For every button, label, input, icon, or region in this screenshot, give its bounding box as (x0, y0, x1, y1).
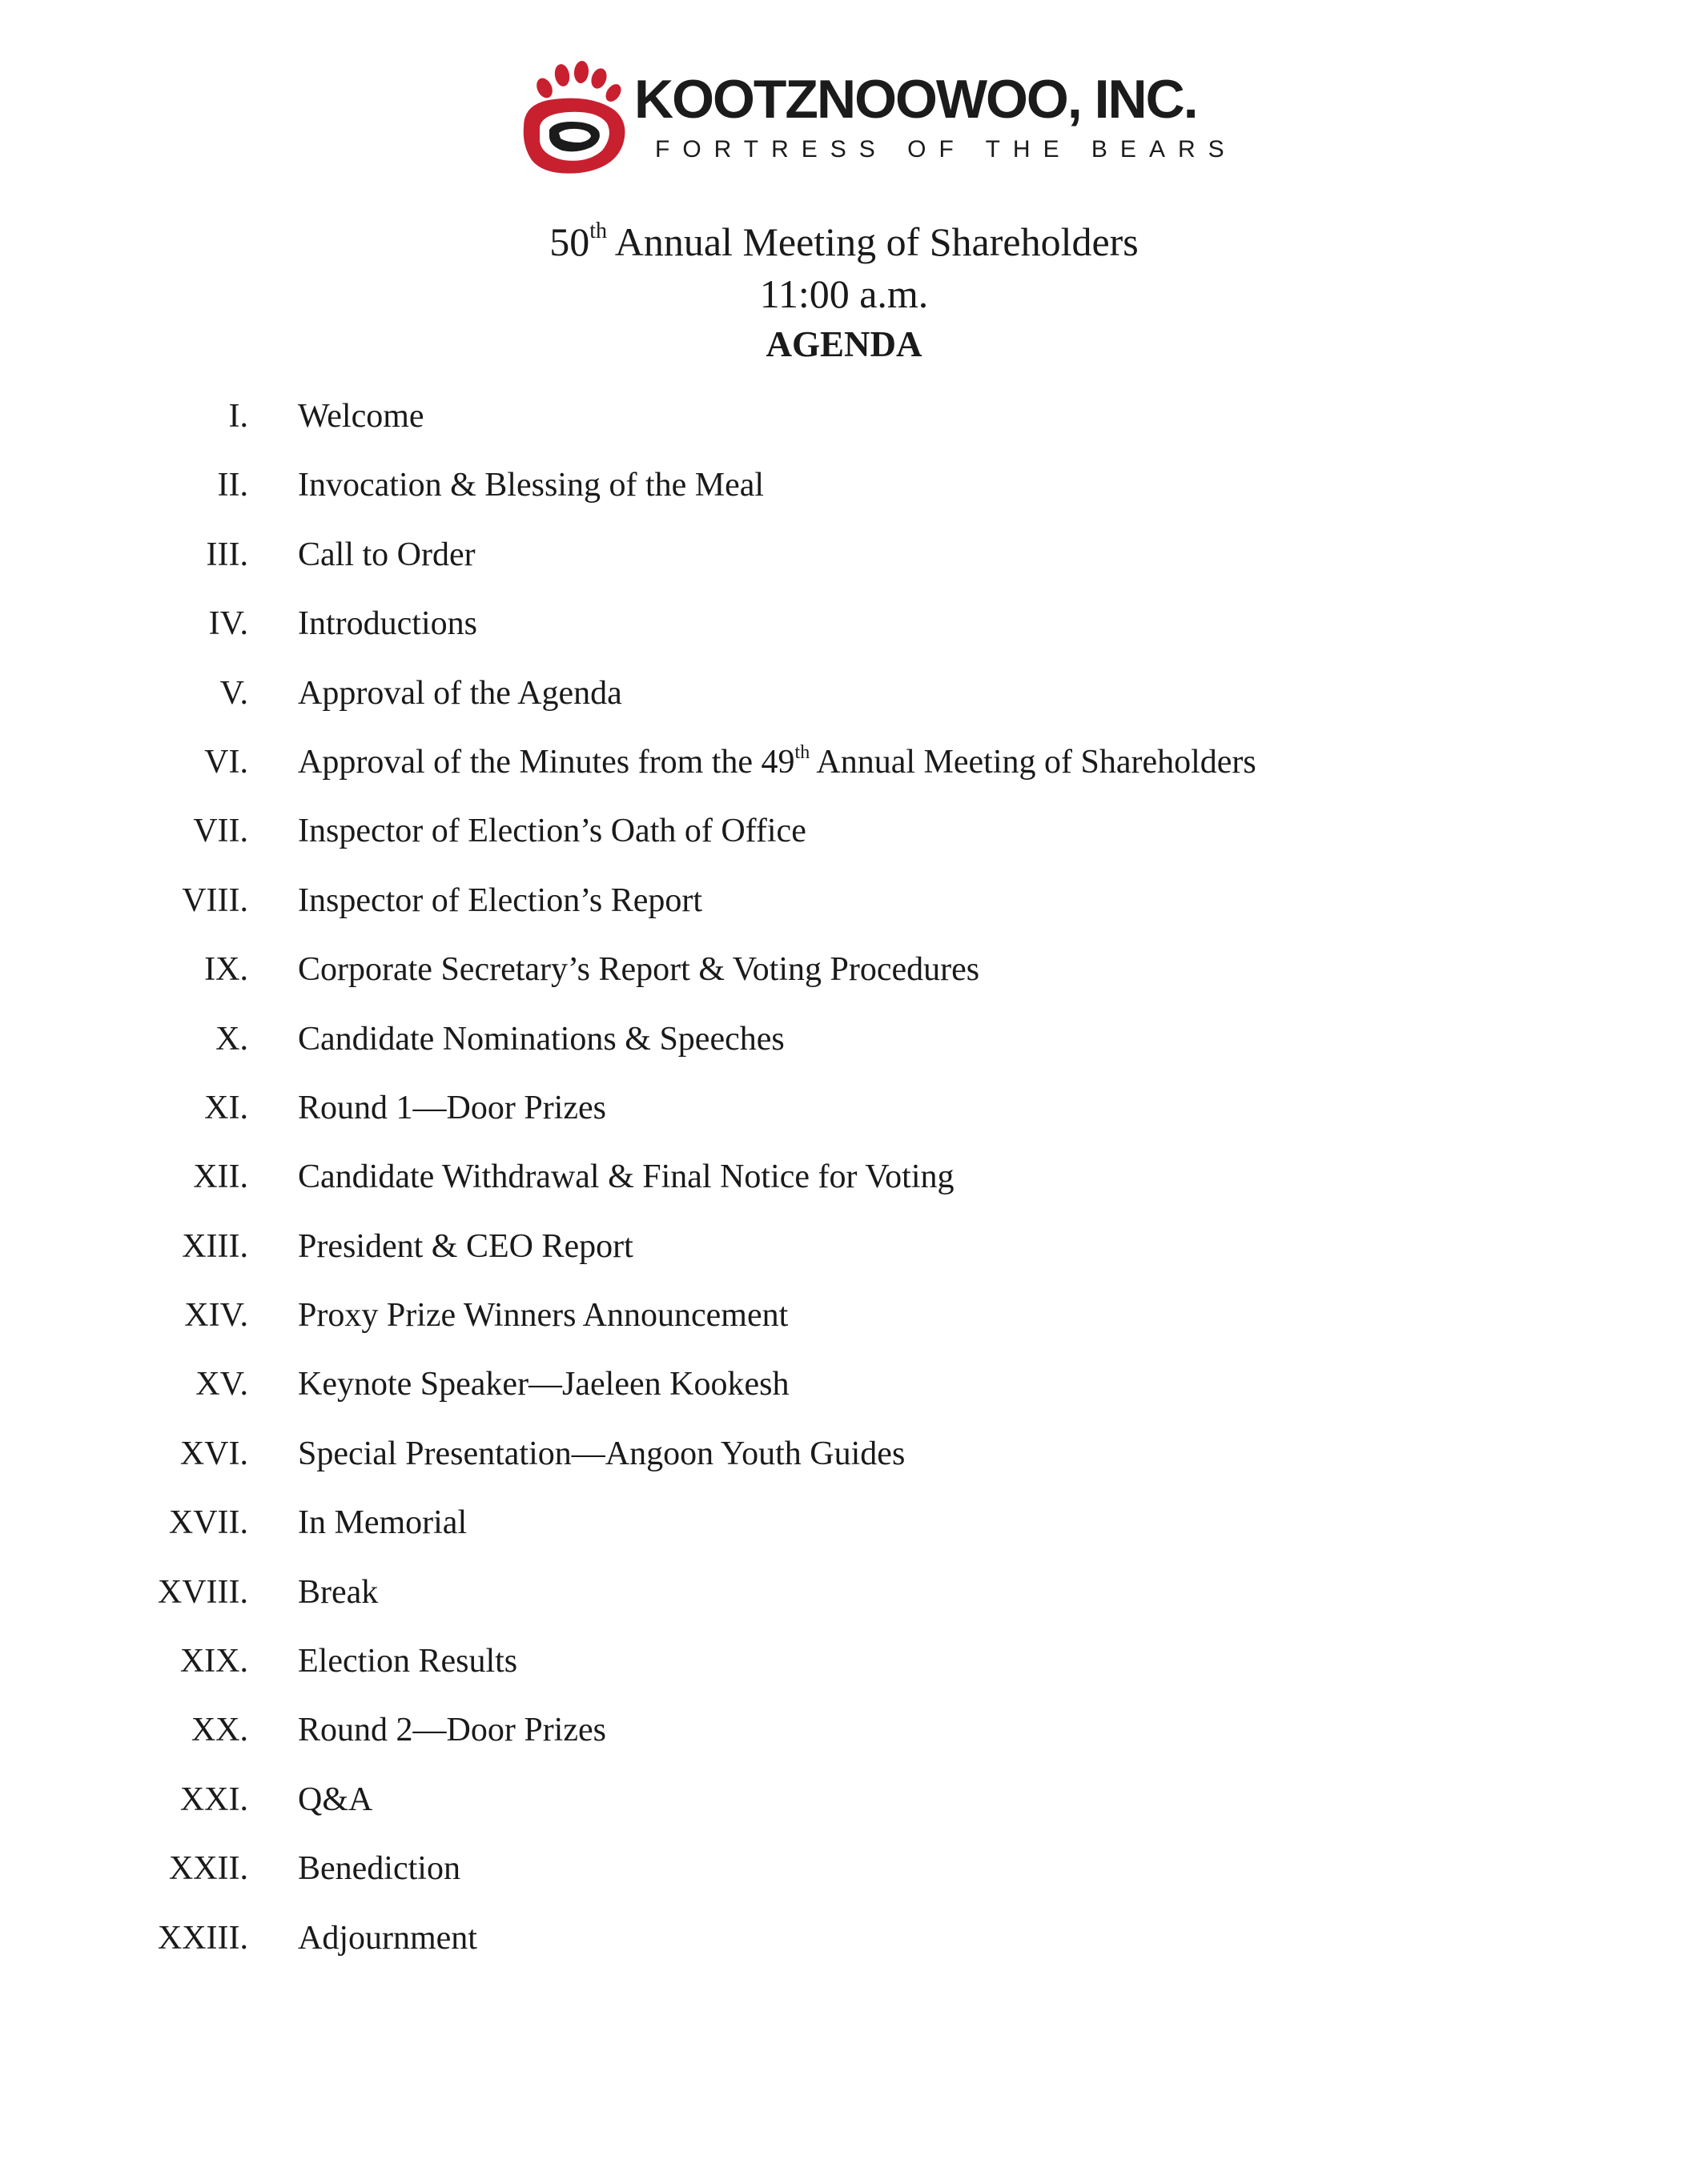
agenda-item-text (298, 531, 476, 579)
agenda-item-text (298, 1430, 905, 1478)
ordinal-suffix: th (794, 741, 810, 763)
agenda-item-text (298, 1706, 606, 1754)
company-tagline: FORTRESS OF THE BEARS (655, 136, 1237, 163)
agenda-item-numeral: XI. (204, 1089, 248, 1126)
agenda-item (0, 1015, 1688, 1084)
agenda-item-numeral: I. (228, 398, 248, 435)
agenda-item-numeral: III. (206, 536, 248, 573)
agenda-item (0, 669, 1688, 738)
agenda-item-text (298, 1499, 467, 1547)
agenda-item-label: Adjournment (298, 1919, 477, 1957)
agenda-item-label: Introductions (298, 605, 477, 643)
agenda-item-text (298, 392, 424, 440)
agenda-item (0, 738, 1688, 807)
agenda-item-label: Benediction (298, 1850, 460, 1888)
agenda-item (0, 1084, 1688, 1153)
agenda-heading: AGENDA (766, 324, 922, 364)
agenda-item-text (298, 1776, 372, 1824)
agenda-item-text (298, 600, 477, 648)
agenda-item-numeral: IX. (204, 951, 248, 989)
agenda-item-numeral: XXII. (168, 1850, 248, 1888)
agenda-item (0, 1430, 1688, 1499)
agenda-item-numeral: XXI. (179, 1781, 248, 1818)
agenda-list (0, 392, 1688, 1983)
agenda-item-label-continued: Annual Meeting of Shareholders (810, 743, 1256, 781)
agenda-item-text (298, 1637, 517, 1685)
agenda-item-text (298, 945, 979, 994)
agenda-item (0, 1360, 1688, 1429)
meeting-time: 11:00 a.m. (759, 271, 929, 316)
agenda-item (0, 1637, 1688, 1706)
agenda-item-label: Call to Order (298, 536, 476, 573)
agenda-item-numeral: XIII. (182, 1227, 248, 1265)
agenda-item-label: Election Results (298, 1643, 518, 1680)
agenda-item-label: Inspector of Election’s Report (298, 881, 703, 919)
agenda-item (0, 531, 1688, 600)
agenda-item-numeral: V. (219, 674, 248, 712)
agenda-item (0, 1568, 1688, 1637)
agenda-item-text (298, 1360, 789, 1408)
agenda-item-text (298, 1222, 633, 1271)
agenda-item-numeral: XXIII. (157, 1919, 248, 1957)
agenda-item-label: Corporate Secretary’s Report & Voting Procedures (298, 951, 980, 989)
agenda-item-numeral: XX. (191, 1712, 248, 1749)
agenda-item (0, 1914, 1688, 1983)
agenda-item (0, 1291, 1688, 1360)
agenda-item-label: Round 2—Door Prizes (298, 1712, 606, 1749)
agenda-item-text (298, 877, 702, 925)
agenda-item-label: Special Presentation—Angoon Youth Guides (298, 1435, 906, 1472)
agenda-item-text (298, 738, 1256, 791)
agenda-item (0, 877, 1688, 945)
agenda-item (0, 1706, 1688, 1775)
agenda-item-numeral: XII. (193, 1158, 248, 1196)
agenda-item (0, 1499, 1688, 1568)
agenda-item-text (298, 1291, 788, 1339)
agenda-item-numeral: VI. (204, 743, 248, 781)
agenda-item-text (298, 1153, 955, 1201)
agenda-item (0, 600, 1688, 668)
agenda-item-numeral: XIV. (184, 1297, 248, 1335)
company-name: KOOTZNOOWOO, INC. (634, 69, 1197, 130)
agenda-item-label: Approval of the Minutes from the 49 (298, 743, 795, 781)
agenda-item-text (298, 669, 622, 717)
agenda-item-text (298, 807, 806, 855)
agenda-item-numeral: XV. (195, 1366, 248, 1403)
agenda-item-label: Invocation & Blessing of the Meal (298, 467, 765, 504)
agenda-item-numeral: IV. (208, 605, 248, 643)
agenda-item-label: Proxy Prize Winners Announcement (298, 1297, 789, 1335)
agenda-item (0, 1153, 1688, 1222)
agenda-item-numeral: XVI. (179, 1435, 248, 1472)
agenda-item-numeral: XVII. (168, 1504, 248, 1542)
agenda-item-label: Approval of the Agenda (298, 674, 622, 712)
agenda-item-label: Keynote Speaker—Jaeleen Kookesh (298, 1366, 790, 1403)
agenda-item-text (298, 1568, 378, 1616)
agenda-item-label: President & CEO Report (298, 1227, 633, 1265)
agenda-item-numeral: XIX. (179, 1643, 248, 1680)
agenda-item-label: Candidate Withdrawal & Final Notice for Voting (298, 1158, 955, 1196)
agenda-item-label: Round 1—Door Prizes (298, 1089, 606, 1126)
agenda-item (0, 392, 1688, 461)
agenda-item-label: In Memorial (298, 1504, 468, 1542)
agenda-item-text (298, 1015, 785, 1063)
agenda-item-label: Q&A (298, 1781, 373, 1818)
agenda-item-numeral: VII. (193, 813, 248, 850)
agenda-item-label: Break (298, 1573, 379, 1611)
title-ordinal-suffix: th (589, 219, 608, 243)
agenda-item (0, 807, 1688, 876)
agenda-item-numeral: VIII. (182, 881, 248, 919)
agenda-item (0, 1776, 1688, 1845)
agenda-item (0, 945, 1688, 1014)
agenda-item-label: Welcome (298, 398, 424, 435)
title-text: Annual Meeting of Shareholders (607, 219, 1139, 264)
company-logo (512, 58, 1237, 178)
agenda-item-text (298, 1084, 606, 1132)
agenda-item-text (298, 1914, 477, 1962)
title-number: 50 (549, 219, 590, 264)
meeting-title (0, 218, 1688, 266)
agenda-item (0, 1222, 1688, 1291)
agenda-item-numeral: X. (215, 1020, 248, 1058)
agenda-item-text (298, 1845, 460, 1893)
agenda-item-numeral: XVIII. (157, 1573, 248, 1611)
agenda-item (0, 1845, 1688, 1913)
agenda-item-label: Candidate Nominations & Speeches (298, 1020, 785, 1058)
bear-paw-icon (512, 58, 633, 178)
agenda-item-label: Inspector of Election’s Oath of Office (298, 813, 806, 850)
agenda-item-numeral: II. (217, 467, 248, 504)
agenda-item (0, 461, 1688, 530)
agenda-item-text (298, 461, 764, 509)
